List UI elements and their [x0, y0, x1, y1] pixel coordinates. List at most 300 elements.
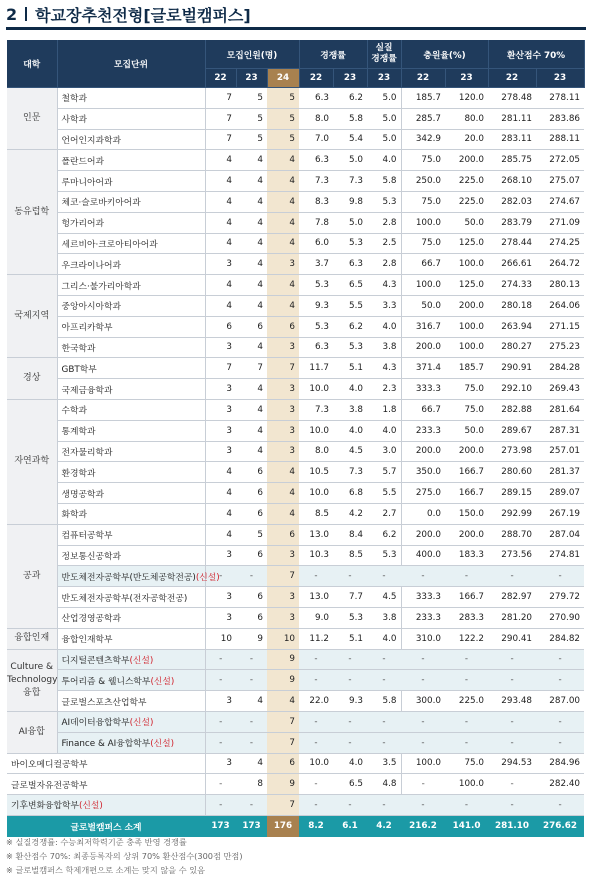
table-body: [7, 88, 584, 837]
competition-23-cell: 9.8: [333, 191, 367, 212]
score-23-cell: 274.67: [536, 191, 584, 212]
fill-rate-23-cell: 120.0: [445, 88, 488, 109]
score-23-cell: 267.19: [536, 503, 584, 524]
score-22-cell: 274.33: [488, 275, 536, 296]
real-competition-cell: -: [367, 732, 401, 753]
unit-name-cell: [57, 420, 205, 441]
quota-23-cell: 4: [236, 150, 267, 171]
fill-rate-22-cell: 0.0: [401, 503, 445, 524]
table-row: [7, 129, 584, 150]
fill-rate-23-cell: 80.0: [445, 108, 488, 129]
fill-rate-22-cell: -: [401, 670, 445, 691]
quota-24-cell: 4: [267, 295, 299, 316]
quota-24-cell: 4: [267, 462, 299, 483]
header-college: 대학: [7, 40, 57, 88]
score-23-cell: 284.82: [536, 628, 584, 649]
quota-24-cell: 4: [267, 483, 299, 504]
fill-rate-22-cell: 400.0: [401, 545, 445, 566]
title-underline: [6, 27, 586, 30]
competition-22-cell: 8.5: [299, 503, 333, 524]
real-competition-cell: 4.0: [367, 316, 401, 337]
table-row: [7, 254, 584, 275]
unit-name: 반도체전자공학부(전자공학전공): [61, 593, 188, 604]
section-number: 2: [6, 4, 18, 24]
score-22-cell: 283.11: [488, 129, 536, 150]
quota-22-cell: -: [205, 670, 236, 691]
fill-rate-22-cell: 75.0: [401, 150, 445, 171]
table-row: [7, 171, 584, 192]
fill-rate-23-cell: -: [445, 732, 488, 753]
quota-24-cell: 3: [267, 337, 299, 358]
fill-rate-22-cell: 185.7: [401, 88, 445, 109]
quota-23-cell: 4: [236, 753, 267, 774]
unit-name-cell: [57, 545, 205, 566]
score-22-cell: -: [488, 795, 536, 816]
new-badge: (신설): [129, 718, 154, 729]
unit-name-cell: [57, 191, 205, 212]
competition-23-cell: 6.5: [333, 275, 367, 296]
score-22-cell: 294.53: [488, 753, 536, 774]
quota-24-cell: 6: [267, 753, 299, 774]
competition-22-cell: 11.7: [299, 358, 333, 379]
competition-23-cell: 5.0: [333, 150, 367, 171]
header-quota-22: 22: [205, 69, 236, 88]
college-group-cell: 융합인재: [7, 628, 57, 649]
quota-22-cell: 4: [205, 295, 236, 316]
table-row: [7, 628, 584, 649]
quota-24-cell: 9: [267, 774, 299, 795]
score-23-cell: 289.07: [536, 483, 584, 504]
quota-22-cell: -: [205, 795, 236, 816]
real-competition-cell: 1.8: [367, 399, 401, 420]
unit-name-cell: [57, 399, 205, 420]
score-22-cell: 289.67: [488, 420, 536, 441]
competition-22-cell: 10.0: [299, 379, 333, 400]
real-competition-cell: -: [367, 566, 401, 587]
quota-22-cell: 3: [205, 379, 236, 400]
score-22-cell: -: [488, 649, 536, 670]
score-23-cell: 264.72: [536, 254, 584, 275]
quota-23-cell: 6: [236, 545, 267, 566]
table-row: [7, 316, 584, 337]
header-real-competition-line2: 경쟁률: [371, 54, 397, 64]
fill-rate-22-cell: 371.4: [401, 358, 445, 379]
score-22-cell: 278.44: [488, 233, 536, 254]
fill-rate-22-cell: -: [401, 649, 445, 670]
competition-23-cell: -: [333, 649, 367, 670]
competition-22-cell: -: [299, 732, 333, 753]
total-value: 173: [236, 815, 267, 837]
unit-name-cell: [57, 524, 205, 545]
unit-name: 통계학과: [61, 427, 96, 438]
unit-name: 산업경영공학과: [61, 614, 121, 625]
quota-24-cell: 7: [267, 358, 299, 379]
score-22-cell: 292.10: [488, 379, 536, 400]
unit-name-cell: [57, 379, 205, 400]
table-row: [7, 711, 584, 732]
quota-23-cell: 4: [236, 254, 267, 275]
quota-24-cell: 7: [267, 566, 299, 587]
footnote: ※ 실질경쟁률: 수능최저학력기준 충족 반영 경쟁률: [6, 837, 187, 847]
new-badge: (신설): [195, 572, 220, 583]
unit-name-cell: [57, 316, 205, 337]
competition-22-cell: 10.0: [299, 420, 333, 441]
competition-23-cell: 4.0: [333, 753, 367, 774]
table-row: [7, 691, 584, 712]
quota-24-cell: 5: [267, 108, 299, 129]
unit-name-cell: [57, 233, 205, 254]
header-fill-rate-22: 22: [401, 69, 445, 88]
quota-24-cell: 3: [267, 587, 299, 608]
table-row: [7, 462, 584, 483]
quota-23-cell: 5: [236, 88, 267, 109]
college-group-cell: 국제지역: [7, 275, 57, 358]
fill-rate-23-cell: 183.3: [445, 545, 488, 566]
score-23-cell: 270.90: [536, 607, 584, 628]
quota-24-cell: 7: [267, 732, 299, 753]
fill-rate-22-cell: 333.3: [401, 587, 445, 608]
competition-22-cell: -: [299, 795, 333, 816]
quota-23-cell: 4: [236, 275, 267, 296]
fill-rate-23-cell: 75.0: [445, 753, 488, 774]
quota-24-cell: 3: [267, 420, 299, 441]
footnote: ※ 글로벌캠퍼스 학제개편으로 소계는 맞지 않을 수 있음: [6, 865, 206, 875]
unit-name: 사학과: [61, 115, 87, 126]
competition-23-cell: 7.3: [333, 462, 367, 483]
admission-results-table: [7, 40, 585, 837]
competition-23-cell: 5.0: [333, 212, 367, 233]
competition-23-cell: 8.4: [333, 524, 367, 545]
unit-name-cell: [7, 795, 205, 816]
score-22-cell: 288.70: [488, 524, 536, 545]
competition-22-cell: 7.3: [299, 171, 333, 192]
competition-23-cell: 6.5: [333, 774, 367, 795]
score-22-cell: 290.91: [488, 358, 536, 379]
competition-22-cell: -: [299, 670, 333, 691]
score-22-cell: 292.99: [488, 503, 536, 524]
quota-22-cell: 3: [205, 399, 236, 420]
score-22-cell: 263.94: [488, 316, 536, 337]
real-competition-cell: 5.3: [367, 545, 401, 566]
real-competition-cell: 4.3: [367, 358, 401, 379]
table-row: [7, 587, 584, 608]
quota-23-cell: -: [236, 711, 267, 732]
table-row: [7, 566, 584, 587]
fill-rate-22-cell: 250.0: [401, 171, 445, 192]
table-row: [7, 649, 584, 670]
table-row: [7, 399, 584, 420]
real-competition-cell: 3.5: [367, 753, 401, 774]
score-22-cell: -: [488, 711, 536, 732]
quota-22-cell: -: [205, 566, 236, 587]
college-group-cell: AI융합: [7, 711, 57, 753]
real-competition-cell: 5.8: [367, 171, 401, 192]
fill-rate-23-cell: 200.0: [445, 150, 488, 171]
score-23-cell: 283.86: [536, 108, 584, 129]
unit-name-cell: [57, 108, 205, 129]
unit-name: GBT학부: [61, 364, 97, 375]
quota-22-cell: 3: [205, 587, 236, 608]
quota-22-cell: -: [205, 711, 236, 732]
quota-23-cell: 4: [236, 295, 267, 316]
quota-23-cell: 4: [236, 191, 267, 212]
fill-rate-22-cell: 310.0: [401, 628, 445, 649]
score-22-cell: 282.97: [488, 587, 536, 608]
score-23-cell: 287.00: [536, 691, 584, 712]
header-real-competition-line1: 실질: [375, 43, 393, 53]
real-competition-cell: 5.3: [367, 191, 401, 212]
title-bar: [6, 2, 251, 26]
quota-23-cell: 8: [236, 774, 267, 795]
table-row: [7, 275, 584, 296]
score-22-cell: 290.41: [488, 628, 536, 649]
score-23-cell: 284.96: [536, 753, 584, 774]
fill-rate-22-cell: 350.0: [401, 462, 445, 483]
unit-name: 헝가리어과: [61, 219, 104, 230]
unit-name-cell: [57, 649, 205, 670]
header-competition-22: 22: [299, 69, 333, 88]
unit-name: 융합인재학부: [61, 635, 113, 646]
unit-name-cell: [57, 88, 205, 109]
quota-22-cell: 4: [205, 233, 236, 254]
table-row: [7, 503, 584, 524]
quota-23-cell: 9: [236, 628, 267, 649]
unit-name: Finance & AI융합학부: [61, 739, 151, 750]
score-23-cell: 280.13: [536, 275, 584, 296]
score-23-cell: 274.25: [536, 233, 584, 254]
unit-name-cell: [57, 358, 205, 379]
competition-22-cell: 10.5: [299, 462, 333, 483]
quota-24-cell: 6: [267, 524, 299, 545]
fill-rate-23-cell: -: [445, 566, 488, 587]
quota-23-cell: -: [236, 670, 267, 691]
unit-name: 컴퓨터공학부: [61, 531, 113, 542]
fill-rate-23-cell: -: [445, 711, 488, 732]
fill-rate-23-cell: 100.0: [445, 337, 488, 358]
unit-name: 디지털콘텐츠학부: [61, 655, 130, 666]
competition-22-cell: 9.0: [299, 607, 333, 628]
table-row: [7, 795, 584, 816]
real-competition-cell: 2.5: [367, 233, 401, 254]
real-competition-cell: 5.5: [367, 483, 401, 504]
new-badge: (신설): [150, 739, 175, 750]
score-22-cell: 282.88: [488, 399, 536, 420]
score-22-cell: 289.15: [488, 483, 536, 504]
unit-name: 글로벌스포츠산업학부: [61, 697, 147, 708]
fill-rate-22-cell: 100.0: [401, 212, 445, 233]
fill-rate-23-cell: 283.3: [445, 607, 488, 628]
unit-name: 체코·슬로바키아어과: [61, 198, 141, 209]
unit-name: 생명공학과: [61, 489, 104, 500]
unit-name: 그리스·불가리아학과: [61, 281, 141, 292]
competition-23-cell: 5.5: [333, 295, 367, 316]
quota-23-cell: 4: [236, 212, 267, 233]
quota-24-cell: 6: [267, 316, 299, 337]
score-23-cell: 264.06: [536, 295, 584, 316]
quota-22-cell: 3: [205, 691, 236, 712]
fill-rate-23-cell: 125.0: [445, 233, 488, 254]
header-score-23: 23: [536, 69, 584, 88]
fill-rate-22-cell: 100.0: [401, 275, 445, 296]
score-22-cell: 266.61: [488, 254, 536, 275]
quota-23-cell: 4: [236, 379, 267, 400]
fill-rate-22-cell: 200.0: [401, 524, 445, 545]
quota-24-cell: 4: [267, 275, 299, 296]
college-group-cell: 자연과학: [7, 399, 57, 524]
quota-23-cell: 4: [236, 337, 267, 358]
fill-rate-23-cell: 122.2: [445, 628, 488, 649]
competition-22-cell: 6.3: [299, 337, 333, 358]
competition-23-cell: 5.3: [333, 233, 367, 254]
total-value: 8.2: [299, 815, 333, 837]
unit-name-cell: [57, 275, 205, 296]
fill-rate-23-cell: 166.7: [445, 587, 488, 608]
table-row: [7, 732, 584, 753]
quota-23-cell: 4: [236, 441, 267, 462]
fill-rate-22-cell: 100.0: [401, 753, 445, 774]
quota-22-cell: 4: [205, 212, 236, 233]
table-row: [7, 358, 584, 379]
header-real-competition-23: 23: [367, 69, 401, 88]
fill-rate-23-cell: 125.0: [445, 275, 488, 296]
table-row: [7, 108, 584, 129]
unit-name: 수학과: [61, 406, 87, 417]
real-competition-cell: 4.0: [367, 150, 401, 171]
unit-name-cell: [57, 337, 205, 358]
score-23-cell: 279.72: [536, 587, 584, 608]
total-value: 281.10: [488, 815, 536, 837]
fill-rate-22-cell: 75.0: [401, 233, 445, 254]
quota-23-cell: 4: [236, 399, 267, 420]
fill-rate-22-cell: 233.3: [401, 607, 445, 628]
competition-23-cell: 6.8: [333, 483, 367, 504]
unit-name: 세르비아·크로아티아어과: [61, 239, 158, 250]
score-23-cell: -: [536, 649, 584, 670]
unit-name-cell: [57, 462, 205, 483]
fill-rate-22-cell: 200.0: [401, 337, 445, 358]
header-fill-rate: 충원율(%): [401, 40, 488, 69]
competition-23-cell: 4.5: [333, 441, 367, 462]
competition-22-cell: -: [299, 566, 333, 587]
fill-rate-23-cell: 100.0: [445, 254, 488, 275]
quota-24-cell: 4: [267, 212, 299, 233]
competition-23-cell: 5.4: [333, 129, 367, 150]
new-badge: (신설): [78, 801, 103, 812]
total-value: 276.62: [536, 815, 584, 837]
real-competition-cell: 4.8: [367, 774, 401, 795]
unit-name-cell: [57, 566, 220, 587]
fill-rate-22-cell: 333.3: [401, 379, 445, 400]
quota-22-cell: -: [205, 774, 236, 795]
competition-23-cell: 4.0: [333, 379, 367, 400]
table-row: [7, 441, 584, 462]
quota-23-cell: -: [236, 649, 267, 670]
unit-name: 글로벌자유전공학부: [11, 780, 88, 791]
quota-22-cell: 3: [205, 254, 236, 275]
score-23-cell: 269.43: [536, 379, 584, 400]
score-23-cell: 287.31: [536, 420, 584, 441]
fill-rate-23-cell: 75.0: [445, 399, 488, 420]
quota-24-cell: 4: [267, 691, 299, 712]
score-23-cell: 272.05: [536, 150, 584, 171]
unit-name: 투어리즘 & 웰니스학부: [61, 676, 151, 687]
fill-rate-23-cell: 166.7: [445, 483, 488, 504]
table-row: [7, 88, 584, 109]
score-23-cell: 287.04: [536, 524, 584, 545]
unit-name-cell: [57, 711, 205, 732]
competition-22-cell: 8.0: [299, 441, 333, 462]
competition-23-cell: -: [333, 670, 367, 691]
unit-name-cell: [57, 628, 205, 649]
quota-23-cell: 5: [236, 524, 267, 545]
score-22-cell: 268.10: [488, 171, 536, 192]
quota-23-cell: 4: [236, 420, 267, 441]
competition-23-cell: 4.2: [333, 503, 367, 524]
competition-22-cell: 8.3: [299, 191, 333, 212]
page-title: 학교장추천전형[글로벌캠퍼스]: [35, 5, 251, 25]
college-group-cell: Culture & Technology 융합: [7, 649, 57, 711]
unit-name-cell: [57, 503, 205, 524]
quota-22-cell: 4: [205, 503, 236, 524]
unit-name: 환경학과: [61, 468, 96, 479]
fill-rate-23-cell: 225.0: [445, 691, 488, 712]
real-competition-cell: 4.0: [367, 420, 401, 441]
quota-22-cell: 7: [205, 108, 236, 129]
real-competition-cell: 6.2: [367, 524, 401, 545]
table-row: [7, 191, 584, 212]
fill-rate-23-cell: 20.0: [445, 129, 488, 150]
competition-22-cell: 5.3: [299, 316, 333, 337]
quota-23-cell: 6: [236, 462, 267, 483]
real-competition-cell: 3.8: [367, 337, 401, 358]
fill-rate-22-cell: 66.7: [401, 254, 445, 275]
table-row: [7, 337, 584, 358]
new-badge: (신설): [150, 676, 175, 687]
total-label: 글로벌캠퍼스 소계: [7, 815, 205, 837]
score-22-cell: 282.03: [488, 191, 536, 212]
real-competition-cell: 3.0: [367, 441, 401, 462]
competition-22-cell: 6.3: [299, 88, 333, 109]
unit-name: 기후변화융합학부: [11, 801, 79, 812]
competition-22-cell: 13.0: [299, 587, 333, 608]
real-competition-cell: 5.8: [367, 691, 401, 712]
score-23-cell: 275.23: [536, 337, 584, 358]
competition-22-cell: 10.3: [299, 545, 333, 566]
quota-22-cell: 10: [205, 628, 236, 649]
unit-name: 철학과: [61, 94, 87, 105]
fill-rate-22-cell: 300.0: [401, 691, 445, 712]
unit-name-cell: [57, 670, 205, 691]
competition-23-cell: -: [333, 566, 367, 587]
competition-23-cell: 8.5: [333, 545, 367, 566]
college-group-cell: 동유럽학: [7, 150, 57, 275]
quota-23-cell: 6: [236, 316, 267, 337]
real-competition-cell: 5.0: [367, 88, 401, 109]
table-row: [7, 233, 584, 254]
competition-22-cell: 11.2: [299, 628, 333, 649]
fill-rate-22-cell: -: [401, 732, 445, 753]
unit-name-cell: [57, 607, 205, 628]
score-23-cell: 284.28: [536, 358, 584, 379]
quota-23-cell: -: [236, 795, 267, 816]
fill-rate-23-cell: -: [445, 670, 488, 691]
real-competition-cell: 5.7: [367, 462, 401, 483]
table-row: [7, 545, 584, 566]
quota-22-cell: -: [205, 732, 236, 753]
competition-23-cell: 5.1: [333, 628, 367, 649]
unit-name-cell: [57, 483, 205, 504]
quota-24-cell: 10: [267, 628, 299, 649]
